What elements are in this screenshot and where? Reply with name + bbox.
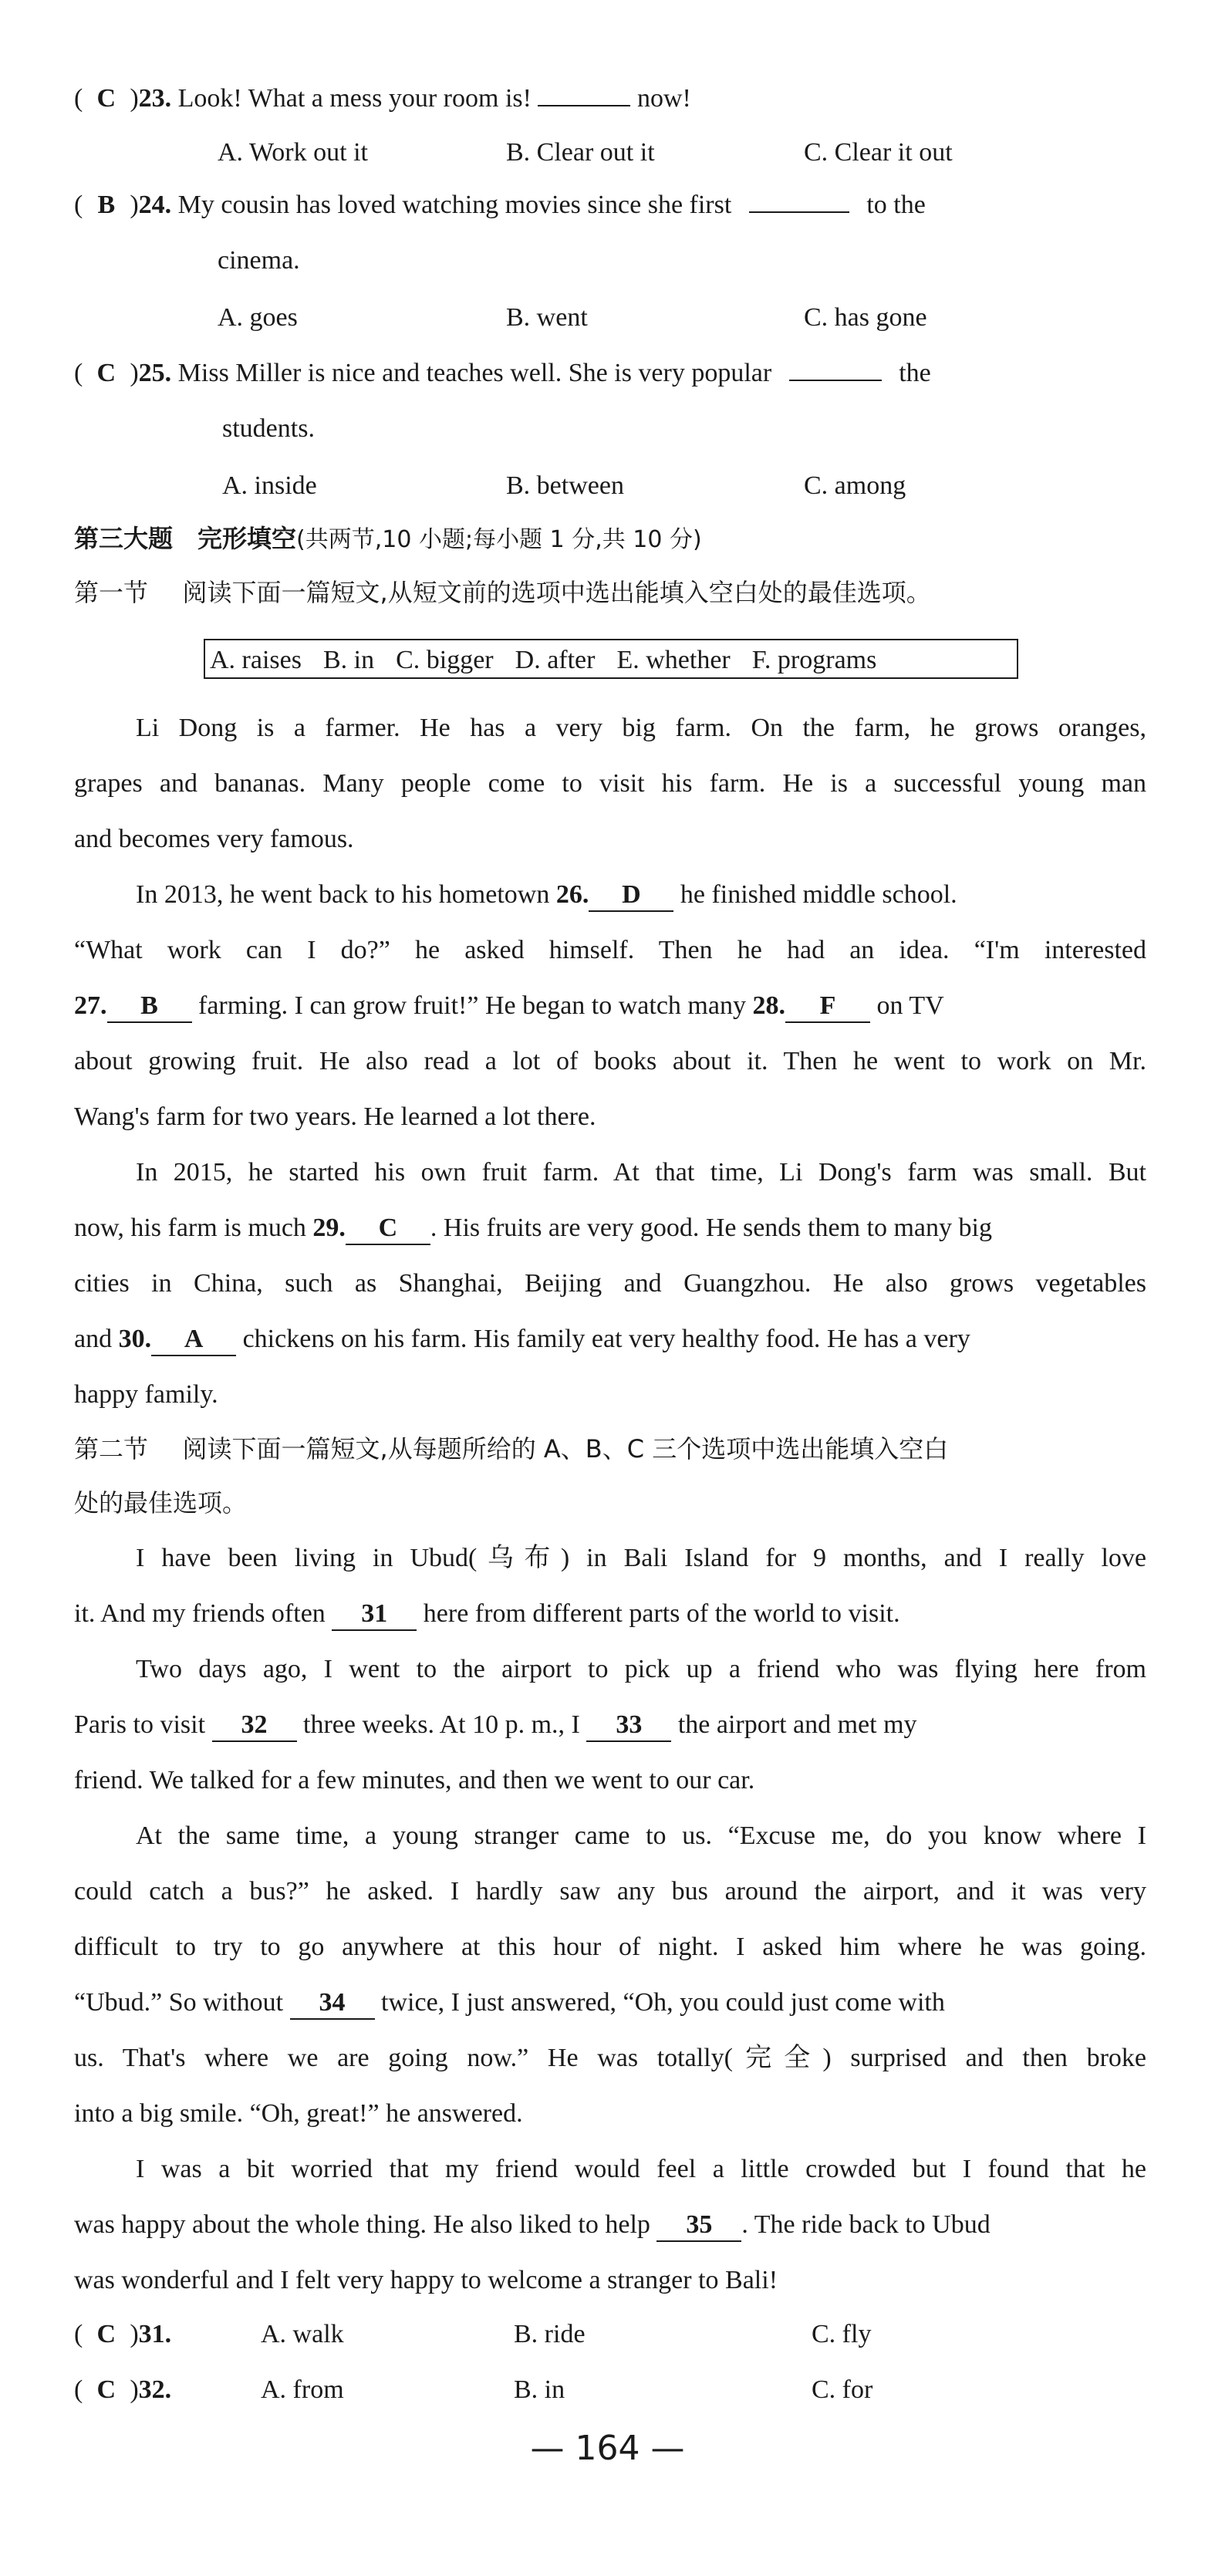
blank-26-num: 26.	[555, 880, 589, 909]
question-25: ( C )25. Miss Miller is nice and teaches well. She is very popular the	[74, 353, 1146, 393]
option-24-a: A. goes	[218, 303, 298, 332]
stem-24-b: to the	[866, 191, 926, 219]
stem-25-c: students.	[222, 414, 315, 443]
passage1-p2-line-1	[74, 875, 1208, 915]
blank-23	[538, 79, 630, 106]
question-31: ( C )31. A. walk B. ride C. fly	[74, 2314, 1146, 2355]
passage2-p3-line-4	[74, 1983, 1146, 2023]
qnum-23: 23	[138, 84, 165, 113]
blank-29: C	[346, 1213, 430, 1245]
p3-text-a: now, his farm is much	[74, 1214, 306, 1242]
blank-35: 35	[656, 2210, 741, 2242]
passage1-p3-line-2	[74, 1208, 1146, 1248]
stem-24-a: My cousin has loved watching movies since she first	[177, 191, 732, 219]
blank-25	[789, 353, 882, 381]
word-box-f: F. programs	[751, 646, 877, 674]
option-24-b: B. went	[506, 303, 588, 332]
passage1-p2-line-3	[74, 986, 1146, 1026]
options-23	[74, 133, 1146, 173]
blank-28-num: 28.	[752, 991, 785, 1020]
word-box-e: E. whether	[616, 646, 731, 674]
option-23-a: A. Work out it	[218, 138, 368, 167]
part2-instruction-2: 处的最佳选项。	[74, 1488, 248, 1518]
qnum-25: 25	[138, 359, 165, 387]
blank-27-num: 27.	[74, 991, 107, 1020]
part2-instruction-line-1	[74, 1429, 1146, 1469]
part1-instruction: 阅读下面一篇短文,从短文前的选项中选出能填入空白处的最佳选项。	[182, 578, 931, 607]
passage1-p3-line-5: happy family.	[74, 1380, 218, 1409]
passage2-p4-line-3: was wonderful and I felt very happy to welcome a stranger to Bali!	[74, 2266, 778, 2294]
word-box	[204, 639, 1018, 679]
part2-instruction-line-2	[74, 1483, 1146, 1523]
passage1-line-3: and becomes very famous.	[74, 825, 354, 853]
answer-31: C	[96, 2320, 116, 2348]
p3-l4-text-b: chickens on his farm. His family eat very healthy food. He has a very	[242, 1325, 970, 1353]
blank-33: 33	[586, 1710, 671, 1742]
passage2-p3-line-5: us. That's where we are going now.” He was totally(完全) surprised and then broke	[74, 2044, 1146, 2072]
part2-label: 第二节	[74, 1434, 149, 1464]
q2-p3-text-b: twice, I just answered, “Oh, you could just come with	[381, 1988, 945, 2017]
passage1-p3-line-4	[74, 1319, 1146, 1359]
option-32-a: A. from	[261, 2375, 344, 2404]
q2-p1-text-b: here from different parts of the world to visit.	[423, 1599, 900, 1628]
blank-31: 31	[332, 1599, 417, 1631]
p2-l3-text-a: farming. I can grow fruit!” He began to watch many	[198, 991, 746, 1020]
stem-25-b: the	[899, 359, 931, 387]
question-23: ( C )23. Look! What a mess your room is! now!	[74, 79, 1146, 119]
blank-28: F	[785, 991, 870, 1023]
passage2-p3-line-3: difficult to try to go anywhere at this hour of night. I asked him where he was going.	[74, 1933, 1146, 1961]
blank-32: 32	[212, 1710, 297, 1742]
word-box-d: D. after	[515, 646, 596, 674]
p2-text-a: In 2013, he went back to his hometown	[136, 880, 550, 909]
blank-24	[749, 185, 849, 213]
passage1-p2-line-2: “What work can I do?” he asked himself. Then he had an idea. “I'm interested	[74, 936, 1146, 964]
qnum-31: 31	[138, 2320, 165, 2348]
q2-p3-text-a: “Ubud.” So without	[74, 1988, 284, 2017]
blank-27: B	[107, 991, 192, 1023]
option-31-c: C. fly	[812, 2320, 872, 2348]
question-32: ( C )32. A. from B. in C. for	[74, 2370, 1146, 2410]
options-24	[74, 298, 1146, 338]
passage1-p3-line-1: In 2015, he started his own fruit farm. At that time, Li Dong's farm was small. But	[136, 1158, 1146, 1187]
question-24-cont	[74, 241, 1146, 281]
p2-text-b: he finished middle school.	[680, 880, 957, 909]
option-23-b: B. Clear out it	[506, 138, 655, 167]
part1-label: 第一节	[74, 578, 149, 607]
p2-l3-text-b: on TV	[876, 991, 944, 1020]
word-box-c: C. bigger	[396, 646, 494, 674]
options-25	[74, 466, 1146, 506]
option-31-a: A. walk	[261, 2320, 344, 2348]
passage1-p2-line-4: about growing fruit. He also read a lot of books about it. Then he went to work on Mr.	[74, 1047, 1146, 1075]
option-25-b: B. between	[506, 471, 624, 500]
option-32-c: C. for	[812, 2375, 873, 2404]
section3-title: 第三大题 完形填空	[74, 524, 297, 553]
blank-34: 34	[290, 1987, 375, 2020]
section3-heading	[74, 518, 1146, 559]
part2-instruction-1: 阅读下面一篇短文,从每题所给的 A、B、C 三个选项中选出能填入空白	[182, 1434, 949, 1464]
qnum-24: 24	[138, 191, 165, 219]
answer-25: C	[96, 359, 116, 387]
option-32-b: B. in	[514, 2375, 565, 2404]
passage2-p2-line-3: friend. We talked for a few minutes, and then we went to our car.	[74, 1766, 755, 1794]
question-24: ( B )24. My cousin has loved watching movies since she first to the	[74, 185, 1146, 225]
passage2-p1-line-1: I have been living in Ubud(乌布) in Bali Island for 9 months, and I really love	[136, 1544, 1146, 1572]
blank-26: D	[589, 879, 673, 912]
passage2-p2-line-1: Two days ago, I went to the airport to pick up a friend who was flying here from	[136, 1655, 1146, 1683]
question-25-cont	[74, 409, 1146, 449]
p3-text-b: . His fruits are very good. He sends them to many big	[430, 1214, 992, 1242]
passage1-p3-line-3: cities in China, such as Shanghai, Beijing and Guangzhou. He also grows vegetables	[74, 1269, 1146, 1298]
q2-p2-text-a: Paris to visit	[74, 1710, 206, 1739]
option-25-c: C. among	[804, 471, 906, 500]
passage1-p2-line-5: Wang's farm for two years. He learned a lot there.	[74, 1102, 596, 1131]
passage2-p1-line-2	[74, 1594, 1146, 1634]
blank-29-num: 29.	[312, 1214, 346, 1242]
passage2-p3-line-6: into a big smile. “Oh, great!” he answered.	[74, 2099, 523, 2128]
word-box-b: B. in	[322, 646, 375, 674]
section3-note: (共两节,10 小题;每小题 1 分,共 10 分)	[296, 526, 702, 553]
blank-30-num: 30.	[118, 1325, 152, 1353]
blank-30: A	[151, 1324, 236, 1356]
word-box-a: A. raises	[210, 646, 302, 674]
passage2-p4-line-2	[74, 2205, 1146, 2245]
passage2-p2-line-2	[74, 1705, 1146, 1745]
passage2-p3-line-2: could catch a bus?” he asked. I hardly saw any bus around the airport, and it was very	[74, 1877, 1146, 1906]
paren-open: (	[74, 84, 83, 113]
paren-close: )	[130, 84, 139, 113]
q2-p1-text-a: it. And my friends often	[74, 1599, 326, 1628]
passage2-p3-line-1: At the same time, a young stranger came to us. “Excuse me, do you know where I	[136, 1821, 1146, 1850]
stem-23-b: now!	[636, 84, 691, 113]
answer-24: B	[97, 191, 116, 219]
option-24-c: C. has gone	[804, 303, 927, 332]
answer-23: C	[96, 84, 116, 113]
passage1-line-2: grapes and bananas. Many people come to visit his farm. He is a successful young man	[74, 769, 1146, 798]
q2-p4-text-b: . The ride back to Ubud	[741, 2210, 991, 2239]
option-23-c: C. Clear it out	[804, 138, 953, 167]
option-31-b: B. ride	[514, 2320, 586, 2348]
stem-23-a: Look! What a mess your room is!	[177, 84, 532, 113]
q2-p2-text-c: the airport and met my	[677, 1710, 917, 1739]
page-number: — 164 —	[530, 2429, 685, 2468]
part1-instruction-line	[74, 572, 1146, 613]
p3-l4-text-a: and	[74, 1325, 113, 1353]
q2-p4-text-a: was happy about the whole thing. He also liked to help	[74, 2210, 650, 2239]
qnum-32: 32	[138, 2375, 165, 2404]
passage2-p4-line-1: I was a bit worried that my friend would feel a little crowded but I found that he	[136, 2155, 1146, 2183]
option-25-a: A. inside	[222, 471, 317, 500]
q2-p2-text-b: three weeks. At 10 p. m., I	[303, 1710, 580, 1739]
stem-25-a: Miss Miller is nice and teaches well. She is very popular	[177, 359, 772, 387]
stem-24-c: cinema.	[218, 246, 300, 275]
answer-32: C	[96, 2375, 116, 2404]
passage1-line-1: Li Dong is a farmer. He has a very big farm. On the farm, he grows oranges,	[136, 714, 1146, 742]
